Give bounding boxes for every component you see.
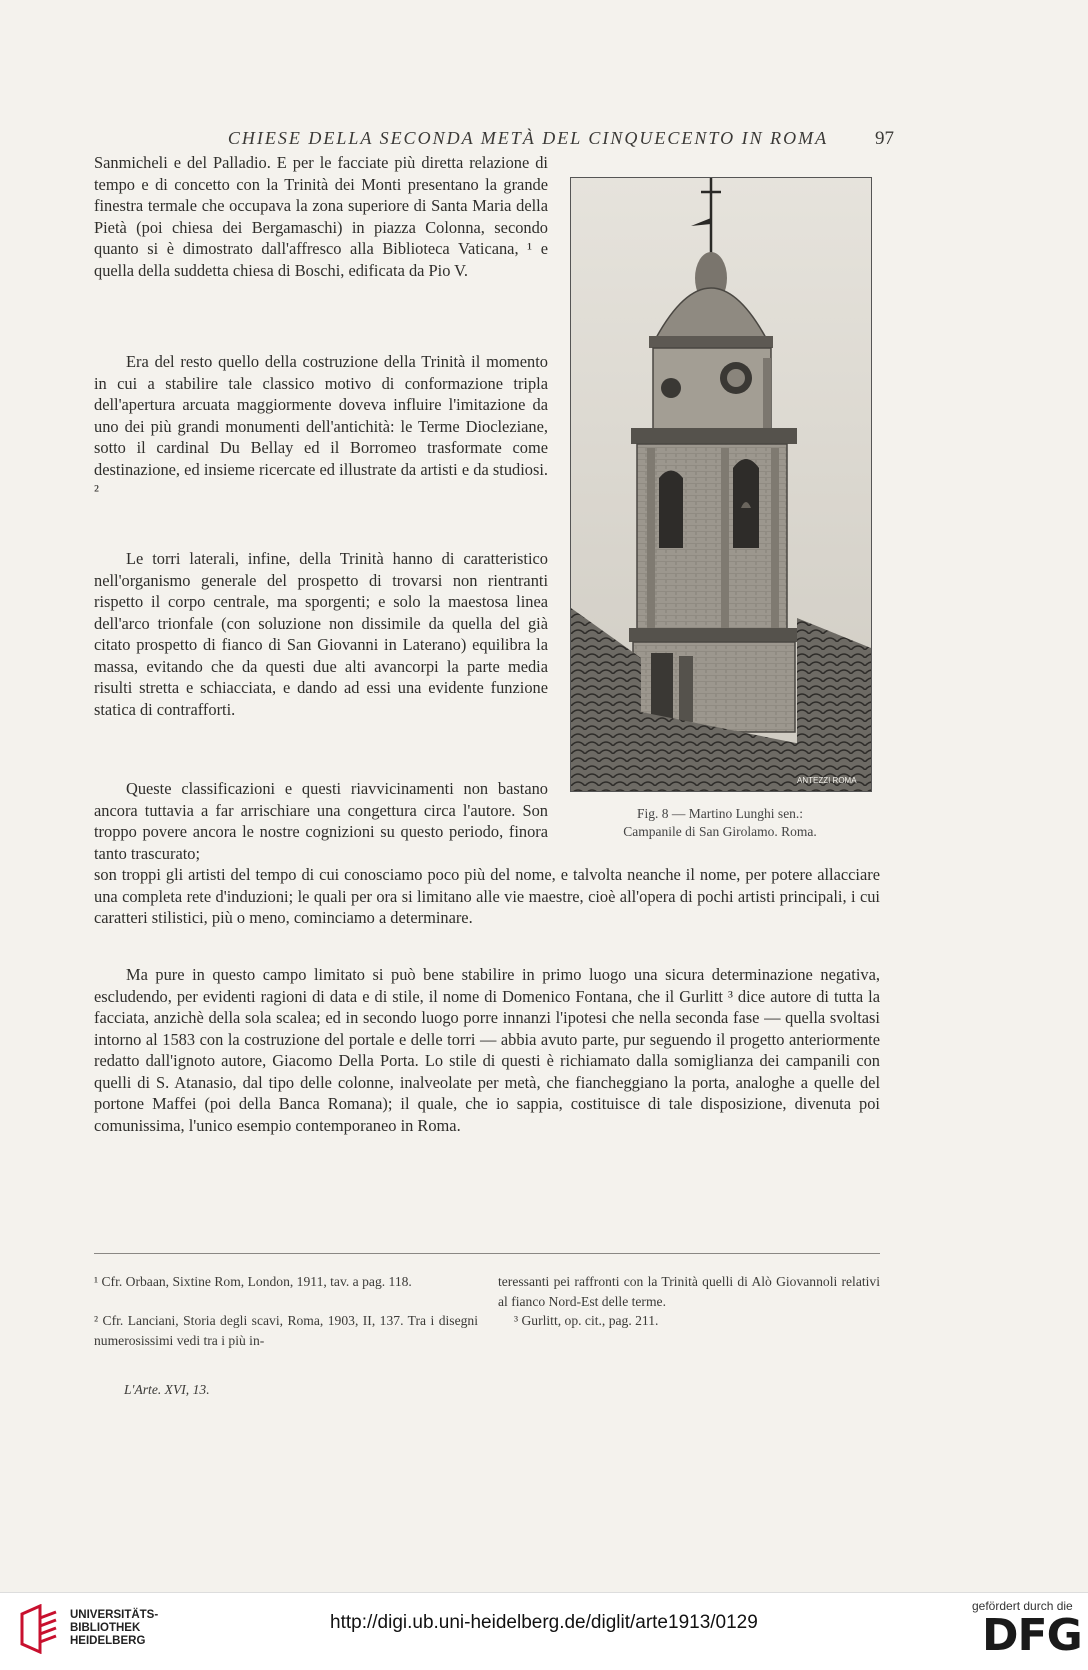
caption-line-1: Fig. 8 — Martino Lunghi sen.:: [636, 806, 804, 821]
university-library-logo-icon: [18, 1604, 62, 1654]
library-line-3: HEIDELBERG: [70, 1635, 146, 1647]
caption-line-2: Campanile di San Girolamo. Roma.: [623, 824, 817, 839]
paragraph-3: Le torri laterali, infine, della Trinità hanno di caratteristico nell'organismo generale del prospetto di trovarsi non rientranti rispetto il corpo centrale, ma sporgenti; e solo la maestosa linea dell'arco trionfale (con soluzione non dissimile da quella del già citato prospetto di fianco di San Giovanni in Laterano) equilibra la massa, evitando che da questi due alti avancorpi la parte media risulti stretta e schiacciata, e dando ad essi una evidente funzione statica di contrafforti.: [94, 549, 548, 719]
figure-caption: [570, 805, 870, 841]
figure-campanile-photo: [570, 177, 872, 792]
library-name: [70, 1609, 158, 1648]
footnote-3: ³ Gurlitt, op. cit., pag. 211.: [514, 1313, 659, 1328]
library-line-2: BIBLIOTHEK: [70, 1622, 141, 1634]
paragraph-2: Era del resto quello della costruzione della Trinità il momento in cui a stabilire tale classico motivo di conformazione tripla dell'apertura arcuata maggiormente doveva influire l'imitazione da uno dei più grandi monumenti dell'antichità: le Terme Diocleziane, sotto il cardinal Du Bellay ed il Borromeo trasformate come destinazione, ed insieme ricercate ed illustrate da artisti e da studiosi. ²: [94, 352, 548, 500]
paragraph-4b: son troppi gli artisti del tempo di cui conosciamo poco più del nome, e talvolta neanche il nome, per potere allacciare una completa rete d'induzioni; le quali per ora si limitano alle vie maestre, cioè all'opera di pochi artisti principali, i cui caratteri stilistici, più o meno, cominciamo a determinare.: [94, 865, 880, 927]
campanile-illustration: [571, 178, 871, 791]
footnote-1: ¹ Cfr. Orbaan, Sixtine Rom, London, 1911, tav. a pag. 118.: [94, 1274, 412, 1289]
paragraph-5: Ma pure in questo campo limitato si può bene stabilire in primo luogo una sicura determinazione negativa, escludendo, per evidenti ragioni di data e di stile, il nome di Domenico Fontana, che il Gurlitt ³ dice autore di tutta la facciata, anzichè della sola scalea; ed in secondo luogo porre innanzi l'ipotesi che nella seconda fase — quella svoltasi intorno al 1583 con la costruzione del portale e delle torri — abbia avuto parte, pur seguendo il progetto anteriormente redatto dall'ignoto autore, Giacomo Della Porta. Lo stile di questi è richiamato dalla somiglianza dei campanili con quelli di S. Atanasio, dal tipo delle colonne, inalveolate per metà, che fiancheggiano la porta, analoghe a quelle del portone Maffei (poi della Banca Romana); il quale, che io sappia, costituisce di tale disposizione, divenuta poi comunissima, l'unico esempio contemporaneo in Roma.: [94, 965, 880, 1135]
photo-credit: ANTEZZI ROMA: [797, 776, 857, 785]
paragraph-1: Sanmicheli e del Palladio. E per le facciate più diretta relazione di tempo e di concetto con la Trinità dei Monti presentano la grande finestra termale che occupava la zona superiore di Santa Maria della Pietà (poi chiesa dei Bergamaschi) in piazza Colonna, secondo quanto si è dimostrato dall'affresco alla Biblioteca Vaticana, ¹ e quella della suddetta chiesa di Boschi, edificata da Pio V.: [94, 153, 548, 280]
paragraph-4a: Queste classificazioni e questi riavvicinamenti non bastano ancora tuttavia a far arrischiare una congettura circa l'autore. Son troppo povere ancora le nostre cognizioni su questo periodo, finora tanto trascurato;: [94, 779, 548, 863]
running-title: CHIESE DELLA SECONDA METÀ DEL CINQUECENTO IN ROMA: [227, 128, 829, 148]
funding-label: gefördert durch die: [972, 1599, 1073, 1613]
footnote-2: ² Cfr. Lanciani, Storia degli scavi, Roma, 1903, II, 137. Tra i disegni numerosissimi vedi tra i più in-: [94, 1313, 478, 1348]
footnote-divider: [94, 1253, 880, 1254]
signature-mark: L'Arte. XVI, 13.: [124, 1382, 210, 1397]
footnote-2-continued: teressanti pei raffronti con la Trinità quelli di Alò Giovannoli relativi al fianco Nord-Est delle terme.: [498, 1274, 880, 1309]
library-line-1: UNIVERSITÄTS-: [70, 1609, 159, 1621]
source-url-link[interactable]: http://digi.ub.uni-heidelberg.de/diglit/arte1913/0129: [330, 1612, 758, 1633]
dfg-logo: DFG: [982, 1610, 1082, 1661]
page-number: 97: [875, 128, 894, 149]
